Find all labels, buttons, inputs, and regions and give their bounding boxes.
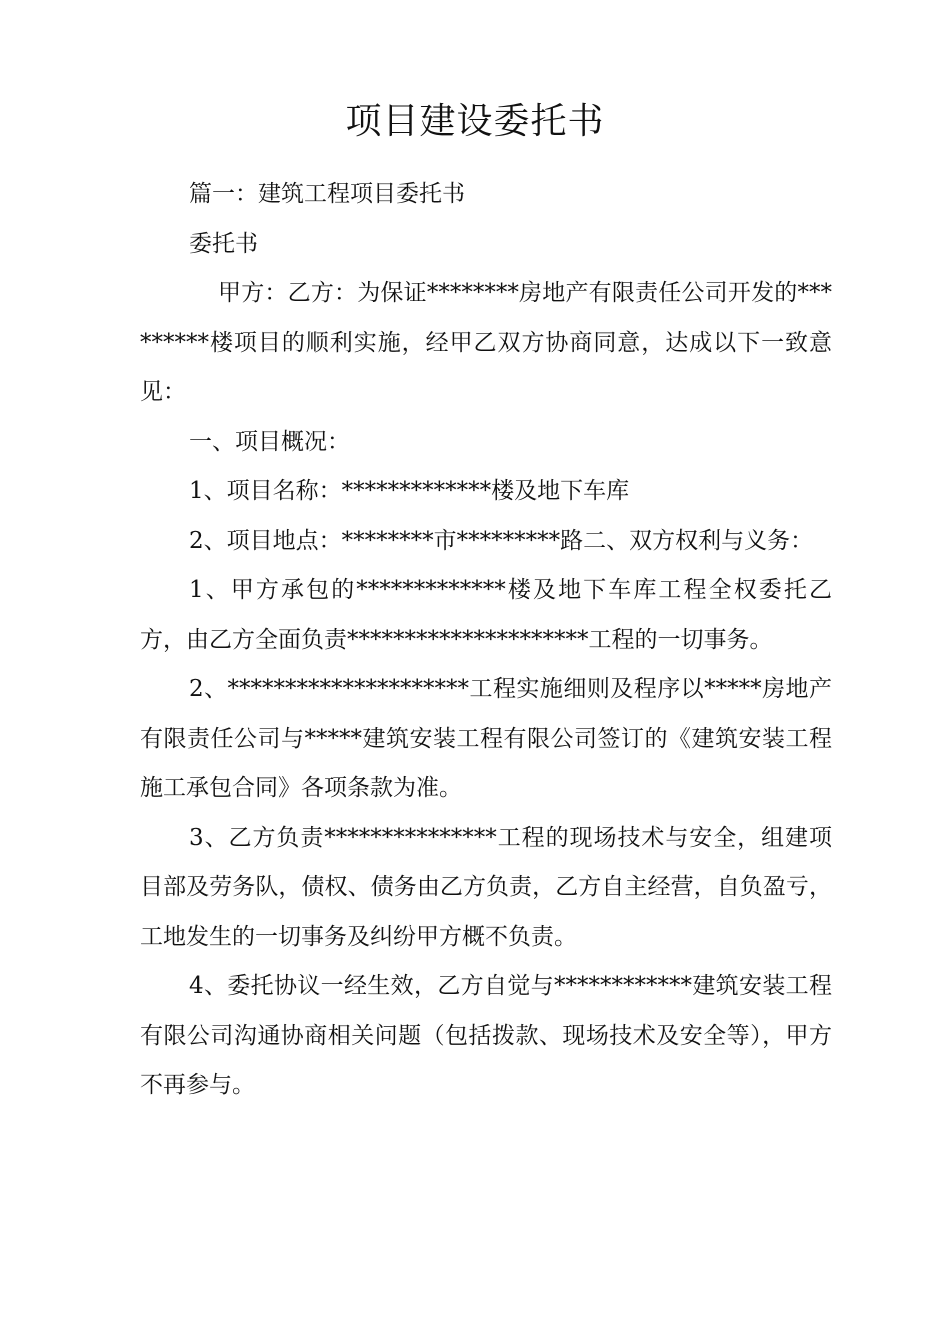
list-item: 4、委托协议一经生效，乙方自觉与************建筑安装工程有限公司沟通协商相关问题（包括拨款、现场技术及安全等），甲方不再参与。: [140, 973, 832, 1098]
subsection-heading: 委托书: [189, 230, 258, 257]
list-item: 2、*********************工程实施细则及程序以*****房地产有限责任公司与*****建筑安装工程有限公司签订的《建筑安装工程施工承包合同》各项条款为准。: [140, 676, 832, 801]
section-heading: 一、项目概况：: [189, 428, 350, 455]
intro-paragraph: 甲方：乙方：为保证********房地产有限责任公司开发的*********楼项目的顺利实施，经甲乙双方协商同意，达成以下一致意见：: [140, 280, 832, 405]
section-heading: 篇一：建筑工程项目委托书: [189, 181, 465, 207]
document-body: [140, 170, 832, 1111]
list-item: 1、甲方承包的*************楼及地下车库工程全权委托乙方，由乙方全面负责*********************工程的一切事务。: [140, 577, 832, 653]
document-title: 项目建设委托书: [345, 101, 605, 142]
list-item: 2、项目地点：********市*********路二、双方权利与义务：: [189, 527, 814, 554]
list-item: 1、项目名称：*************楼及地下车库: [189, 478, 630, 504]
list-item: 3、乙方负责***************工程的现场技术与安全，组建项目部及劳务队，债权、债务由乙方负责，乙方自主经营，自负盈亏，工地发生的一切事务及纠纷甲方概不负责。: [140, 824, 832, 950]
